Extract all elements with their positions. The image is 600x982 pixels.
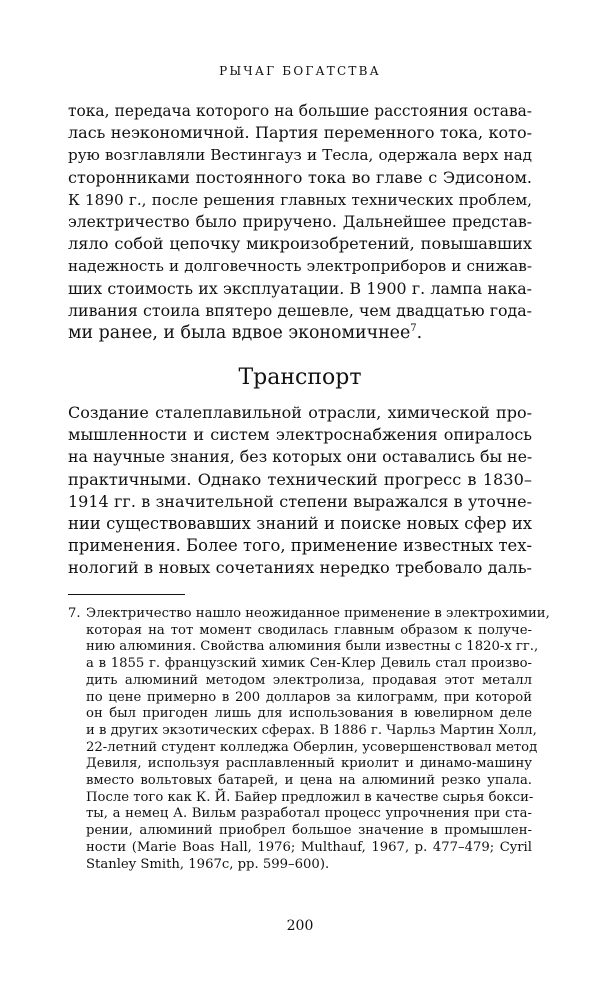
text-line-last bbox=[68, 322, 532, 344]
footnote-line: по цене примерно в 200 долларов за килограмм, при которой bbox=[86, 689, 532, 705]
footnote-line: вместо вольтовых батарей, и цена на алюминий резко упала. bbox=[86, 773, 532, 789]
text-line: тока, передача которого на большие расстояния остава- bbox=[68, 102, 532, 120]
running-head: РЫЧАГ БОГАТСТВА bbox=[219, 64, 381, 78]
footnote-line: После того как К. Й. Байер предложил в качестве сырья бокси- bbox=[86, 789, 534, 805]
text-line: К 1890 г., после решения главных технических проблем, bbox=[68, 190, 532, 209]
footnote-line: 22-летний студент колледжа Оберлин, усовершенствовал метод bbox=[86, 739, 538, 755]
footnote-line: которая на тот момент сводилась главным образом к получе- bbox=[86, 622, 532, 638]
footnote-line: Электричество нашло неожиданное применение в электрохимии, bbox=[86, 606, 550, 621]
footnote-body bbox=[68, 606, 550, 873]
page-number: 200 bbox=[286, 918, 314, 934]
text-line: ших стоимость их эксплуатации. В 1900 г. лампа нака- bbox=[68, 278, 532, 298]
footnote-line: ты, а немец А. Вильм разработал процесс упрочнения при ста- bbox=[86, 806, 532, 822]
footnote-line: ности (Marie Boas Hall, 1976; Multhauf, 1967, p. 477–479; Cyril bbox=[86, 839, 532, 855]
paragraph-electricity bbox=[68, 100, 532, 344]
footnote-reference[interactable]: 7 bbox=[410, 323, 417, 335]
text-line: надежность и долговечность электроприборов и снижав- bbox=[68, 257, 532, 276]
footnote-line-last: Stanley Smith, 1967c, pp. 599–600). bbox=[86, 856, 330, 872]
footnote-line: и в других экзотических сферах. В 1886 г. Чарльз Мартин Холл, bbox=[86, 722, 537, 738]
section-heading: Транспорт bbox=[238, 365, 362, 390]
paragraph-transport bbox=[68, 402, 532, 580]
text-line: практичными. Однако технический прогресс в 1830– bbox=[68, 469, 532, 489]
text-line: 1914 гг. в значительной степени выражался в уточне- bbox=[68, 491, 532, 511]
footnote-line: Девиля, используя расплавленный криолит и динамо-машину bbox=[86, 756, 532, 772]
text-line: на научные знания, без которых они оставались бы не- bbox=[68, 447, 533, 467]
text-line: ливания стоила впятеро дешевле, чем двадцатью года- bbox=[68, 300, 532, 320]
footnote-7 bbox=[68, 606, 550, 873]
text-line: нологий в новых сочетаниях нередко требовало даль- bbox=[68, 558, 532, 578]
footnote-line: он был пригоден лишь для использования в ювелирном деле bbox=[86, 706, 532, 722]
text-line: применения. Более того, применение известных тех- bbox=[68, 536, 532, 556]
text-line: лась неэкономичной. Партия переменного тока, кото- bbox=[68, 123, 532, 143]
text-fragment: ми ранее, и была вдвое экономичнее bbox=[68, 323, 411, 344]
text-fragment: . bbox=[416, 323, 423, 344]
text-line: рую возглавляли Вестингауз и Тесла, одержала верх над bbox=[68, 146, 532, 165]
text-line: сторонниками постоянного тока во главе с Эдисоном. bbox=[68, 167, 532, 187]
text-line: Создание сталеплавильной отрасли, химической про- bbox=[68, 403, 532, 422]
text-line: нии существовавших знаний и поиске новых сфер их bbox=[68, 514, 532, 534]
footnote-line: нию алюминия. Свойства алюминия были известны с 1820-х гг., bbox=[86, 639, 539, 655]
text-line: мышленности и систем электроснабжения опиралось bbox=[68, 425, 532, 445]
text-line: ляло собой цепочку микроизобретений, повышавших bbox=[68, 234, 532, 254]
footnote-line: рении, алюминий приобрел большое значение в промышлен- bbox=[86, 823, 532, 839]
footnote-line: дить алюминий методом электролиза, продавая этот металл bbox=[86, 672, 532, 688]
text-line: электричество было приручено. Дальнейшее представ- bbox=[68, 213, 532, 232]
footnote-number: 7. bbox=[68, 606, 81, 621]
footnote-line: а в 1855 г. французский химик Сен-Клер Девиль стал произво- bbox=[86, 656, 532, 672]
footnote-divider bbox=[68, 594, 185, 595]
